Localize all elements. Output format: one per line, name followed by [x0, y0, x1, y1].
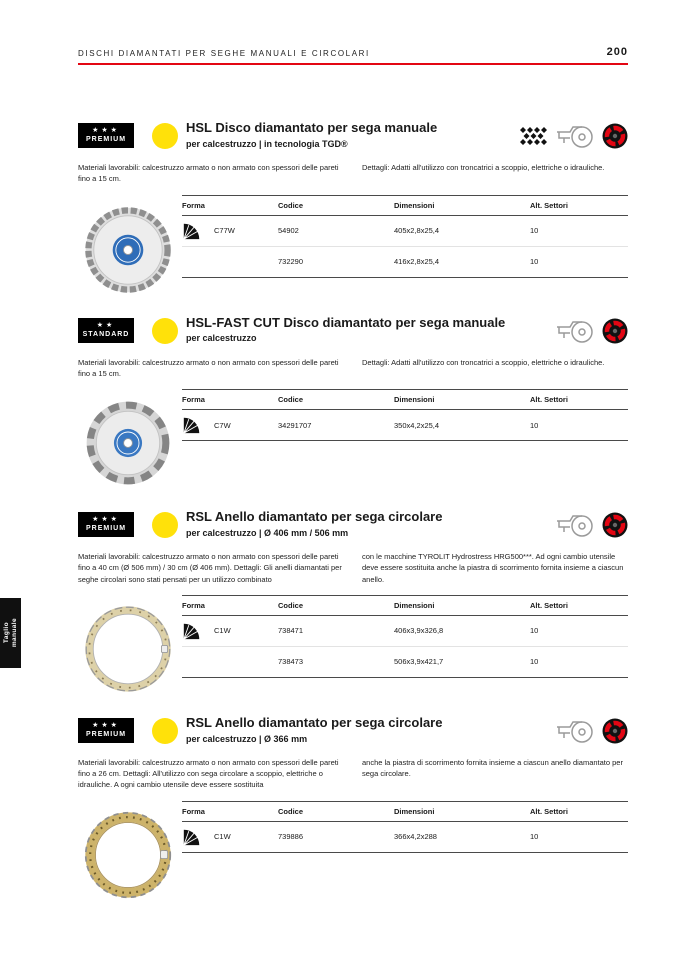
product-section-rsl-anello-406: [78, 510, 628, 699]
diamond-disc-icon: [602, 512, 628, 538]
application-icons: [555, 318, 628, 344]
brand-dot-icon: [152, 123, 178, 149]
header-codice: Codice: [278, 595, 394, 615]
header-alt-settori: Alt. Settori: [530, 801, 628, 821]
header-codice: Codice: [278, 801, 394, 821]
application-icons: [555, 512, 628, 538]
product-body: [78, 595, 628, 699]
cell-dimensioni: 366x4,2x288: [394, 821, 530, 852]
product-image-ring: [74, 801, 182, 905]
cell-codice: 54902: [278, 215, 394, 246]
spec-table-header-row: [182, 595, 628, 615]
quality-badge: [78, 318, 134, 343]
product-title: HSL-FAST CUT Disco diamantato per sega manuale: [186, 314, 506, 330]
table-row: [182, 646, 628, 677]
table-row: [182, 821, 628, 852]
spec-table: [182, 389, 628, 441]
product-head: [78, 121, 628, 149]
details-text: Dettagli: Adatti all'utilizzo con troncatrici a scoppio, elettriche o idrauliche.: [362, 357, 605, 367]
segment-shape-icon: [182, 415, 202, 435]
product-image-saw-blade: [74, 195, 182, 299]
cell-dimensioni: 405x2,8x25,4: [394, 215, 530, 246]
application-icons: [555, 718, 628, 744]
diamond-disc-icon: [602, 718, 628, 744]
cell-codice: 34291707: [278, 410, 394, 441]
product-subtitle: per calcestruzzo | Ø 366 mm: [186, 733, 308, 744]
cell-alt-settori: 10: [530, 615, 628, 646]
product-description: [78, 357, 628, 380]
cell-codice: 738471: [278, 615, 394, 646]
product-title: RSL Anello diamantato per sega circolare: [186, 714, 443, 730]
quality-badge: [78, 718, 134, 743]
product-titles: [186, 121, 518, 149]
cell-forma: C7W: [214, 420, 231, 430]
cell-alt-settori: 10: [530, 821, 628, 852]
brand-dot-icon: [152, 512, 178, 538]
cell-alt-settori: 10: [530, 410, 628, 441]
header-forma: Forma: [182, 801, 278, 821]
product-section-hsl-disco: [78, 121, 628, 299]
badge-label: STANDARD: [82, 330, 130, 338]
sidebar-tab-taglio-manuale: [0, 598, 21, 668]
product-subtitle: per calcestruzzo | Ø 406 mm / 506 mm: [186, 527, 349, 538]
badge-label: PREMIUM: [85, 525, 127, 533]
materials-text: Materiali lavorabili: calcestruzzo armato o non armato con spessori delle pareti fino a 15 cm.: [78, 163, 339, 184]
product-body: [78, 389, 628, 493]
diamond-disc-icon: [602, 123, 628, 149]
cell-alt-settori: 10: [530, 246, 628, 277]
header-codice: Codice: [278, 195, 394, 215]
header-forma: Forma: [182, 390, 278, 410]
badge-stars: ★★★: [92, 516, 120, 523]
cutoff-saw-icon: [555, 123, 595, 149]
application-icons: [518, 123, 628, 149]
header-forma: Forma: [182, 195, 278, 215]
header-dimensioni: Dimensioni: [394, 801, 530, 821]
cell-dimensioni: 506x3,9x421,7: [394, 646, 530, 677]
badge-stars: ★★★: [92, 721, 120, 729]
product-head: [78, 510, 628, 538]
product-section-rsl-anello-366: [78, 716, 628, 905]
spec-table: [182, 801, 628, 853]
product-description: [78, 551, 628, 585]
spec-table-header-row: [182, 801, 628, 821]
table-row: [182, 615, 628, 646]
badge-label: PREMIUM: [85, 731, 127, 739]
product-description: [78, 162, 628, 185]
cutoff-saw-icon: [555, 318, 595, 344]
badge-label: PREMIUM: [85, 136, 127, 144]
table-row: [182, 215, 628, 246]
cell-codice: 732290: [278, 246, 394, 277]
product-titles: [186, 716, 555, 744]
sidebar-tab-line2: manuale: [11, 618, 18, 648]
header-alt-settori: Alt. Settori: [530, 390, 628, 410]
cell-codice: 738473: [278, 646, 394, 677]
product-head: [78, 316, 628, 344]
header-forma: Forma: [182, 595, 278, 615]
header-dimensioni: Dimensioni: [394, 195, 530, 215]
brand-dot-icon: [152, 318, 178, 344]
materials-text: Materiali lavorabili: calcestruzzo armato o non armato con spessori delle pareti fino a 26 cm. Dettagli: All'utilizzo con sega circolare a scoppio, elettriche o idrauliche. A ogni cambio utensile deve essere sostituita: [78, 757, 339, 790]
header-codice: Codice: [278, 390, 394, 410]
cutoff-saw-icon: [555, 718, 595, 744]
cell-dimensioni: 406x3,9x326,8: [394, 615, 530, 646]
segment-shape-icon: [182, 827, 202, 847]
details-text: anche la piastra di scorrimento fornita insieme a ciascun anello diamantato per sega circolare.: [362, 757, 623, 778]
product-description: [78, 757, 628, 791]
spec-table: [182, 195, 628, 278]
product-title: HSL Disco diamantato per sega manuale: [186, 120, 438, 135]
header-alt-settori: Alt. Settori: [530, 595, 628, 615]
segment-shape-icon: [182, 221, 202, 241]
cell-codice: 739886: [278, 821, 394, 852]
page-header-title: DISCHI DIAMANTATI PER SEGHE MANUALI E CIRCOLARI: [78, 49, 370, 58]
header-alt-settori: Alt. Settori: [530, 195, 628, 215]
product-body: [78, 801, 628, 905]
cell-dimensioni: 350x4,2x25,4: [394, 410, 530, 441]
spec-table-header-row: [182, 195, 628, 215]
table-row: [182, 246, 628, 277]
table-row: [182, 410, 628, 441]
quality-badge: [78, 123, 134, 148]
product-title: RSL Anello diamantato per sega circolare: [186, 509, 443, 524]
product-body: [78, 195, 628, 299]
product-image-saw-blade: [74, 389, 182, 493]
product-subtitle: per calcestruzzo: [186, 333, 257, 344]
product-head: [78, 716, 628, 744]
cell-alt-settori: 10: [530, 215, 628, 246]
sidebar-tab-line1: Taglio: [3, 622, 10, 644]
quality-badge: [78, 512, 134, 537]
cell-alt-settori: 10: [530, 646, 628, 677]
product-titles: [186, 510, 555, 538]
header-dimensioni: Dimensioni: [394, 390, 530, 410]
brand-dot-icon: [152, 718, 178, 744]
page-number: 200: [606, 46, 628, 58]
page-header: [78, 46, 628, 65]
header-dimensioni: Dimensioni: [394, 595, 530, 615]
materials-text: Materiali lavorabili: calcestruzzo armato o non armato con spessori delle pareti fino a 15 cm.: [78, 357, 339, 378]
tgd-pattern-icon: [518, 125, 548, 147]
diamond-disc-icon: [602, 318, 628, 344]
cell-dimensioni: 416x2,8x25,4: [394, 246, 530, 277]
segment-shape-icon: [182, 621, 202, 641]
spec-table: [182, 595, 628, 678]
cutoff-saw-icon: [555, 512, 595, 538]
cell-forma: C77W: [214, 226, 235, 235]
details-text: Dettagli: Adatti all'utilizzo con troncatrici a scoppio, elettriche o idrauliche.: [362, 163, 605, 172]
product-subtitle: per calcestruzzo | in tecnologia TGD®: [186, 138, 348, 149]
badge-stars: ★★★: [92, 127, 120, 134]
cell-forma: C1W: [214, 626, 231, 636]
materials-text: Materiali lavorabili: calcestruzzo armato o non armato con spessori delle pareti fino a 40 cm (Ø 506 mm) / 30 cm (Ø 406 mm). Dettagli: Gli anelli diamantati per seghe circolari sono stati pensati per un utilizzo combinato: [78, 552, 342, 584]
badge-stars: ★★: [96, 321, 116, 329]
details-text: con le macchine TYROLIT Hydrostress HRG500***. Ad ogni cambio utensile deve essere sostituita anche la piastra di scorrimento fornita insieme a ciascun anello.: [362, 552, 624, 584]
cell-forma: C1W: [214, 832, 231, 841]
spec-table-header-row: [182, 390, 628, 410]
product-section-hsl-fast-cut: [78, 316, 628, 494]
product-titles: [186, 316, 555, 344]
product-image-ring: [74, 595, 182, 699]
